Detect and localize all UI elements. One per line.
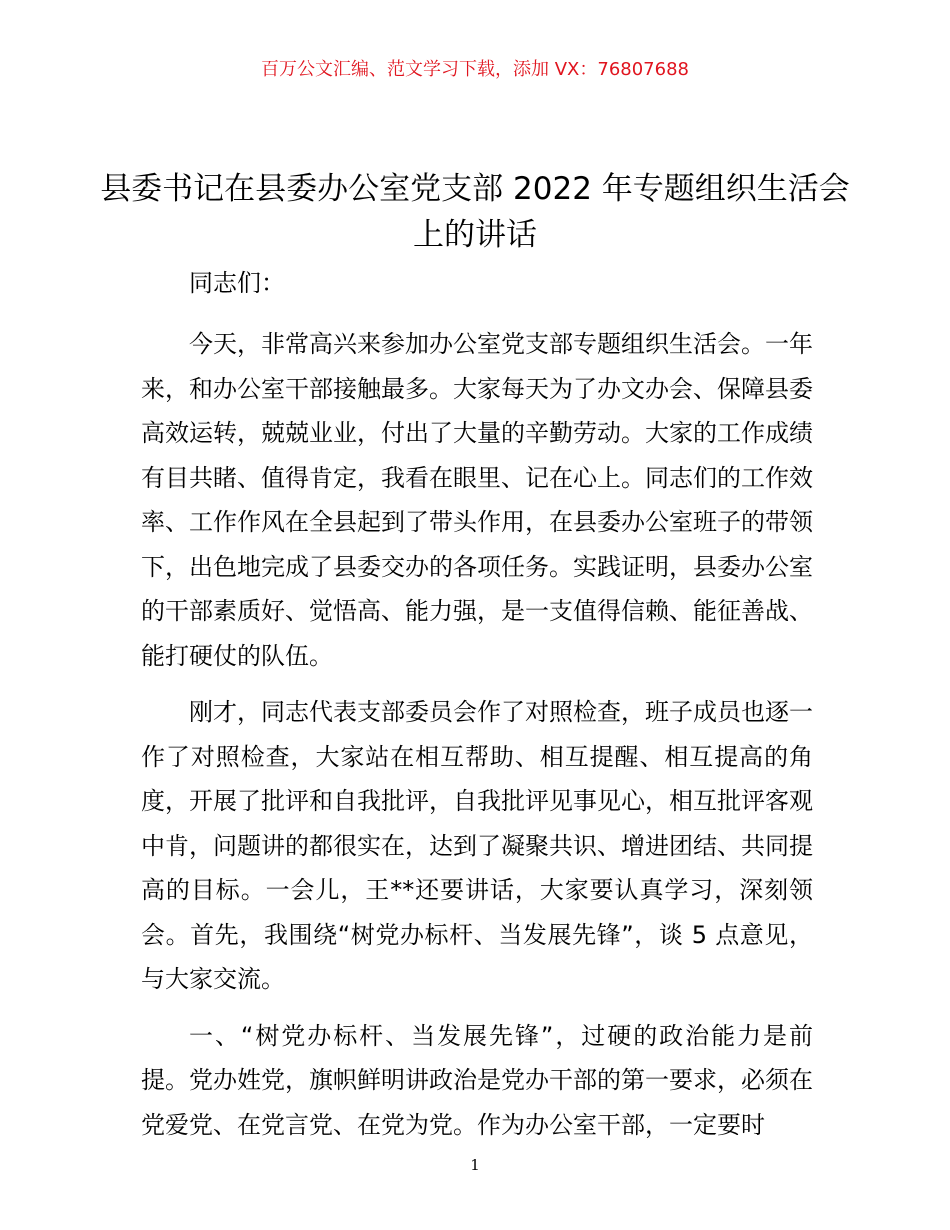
document-title: 县委书记在县委办公室党支部 2022 年专题组织生活会上的讲话: [100, 171, 850, 253]
paragraph-2: 刚才，同志代表支部委员会作了对照检查，班子成员也逐一作了对照检查，大家站在相互帮助、相互提醒、相互提高的角度，开展了批评和自我批评，自我批评见事见心，相互批评客观中肯，问题讲的都很实在，达到了凝聚共识、增进团结、共同提高的目标。一会儿，王**还要讲话，大家要认真学习，深刻领会。首先，我围绕“树党办标杆、当发展先锋”，谈 5 点意见，与大家交流。: [141, 698, 813, 993]
header-banner: 百万公文汇编、范文学习下载，添加 VX：76807688: [261, 59, 689, 80]
paragraph-3: 一、“树党办标杆、当发展先锋”，过硬的政治能力是前提。党办姓党，旗帜鲜明讲政治是党办干部的第一要求，必须在党爱党、在党言党、在党为党。作为办公室干部，一定要时: [141, 1021, 813, 1139]
paragraph-1: 今天，非常高兴来参加办公室党支部专题组织生活会。一年来，和办公室干部接触最多。大家每天为了办文办会、保障县委高效运转，兢兢业业，付出了大量的辛勤劳动。大家的工作成绩有目共睹、值得肯定，我看在眼里、记在心上。同志们的工作效率、工作作风在全县起到了带头作用，在县委办公室班子的带领下，出色地完成了县委交办的各项任务。实践证明，县委办公室的干部素质好、觉悟高、能力强，是一支值得信赖、能征善战、能打硬仗的队伍。: [141, 330, 813, 670]
salutation: 同志们：: [189, 269, 285, 297]
page-number: 1: [470, 1156, 480, 1174]
document-body: [141, 262, 813, 1159]
